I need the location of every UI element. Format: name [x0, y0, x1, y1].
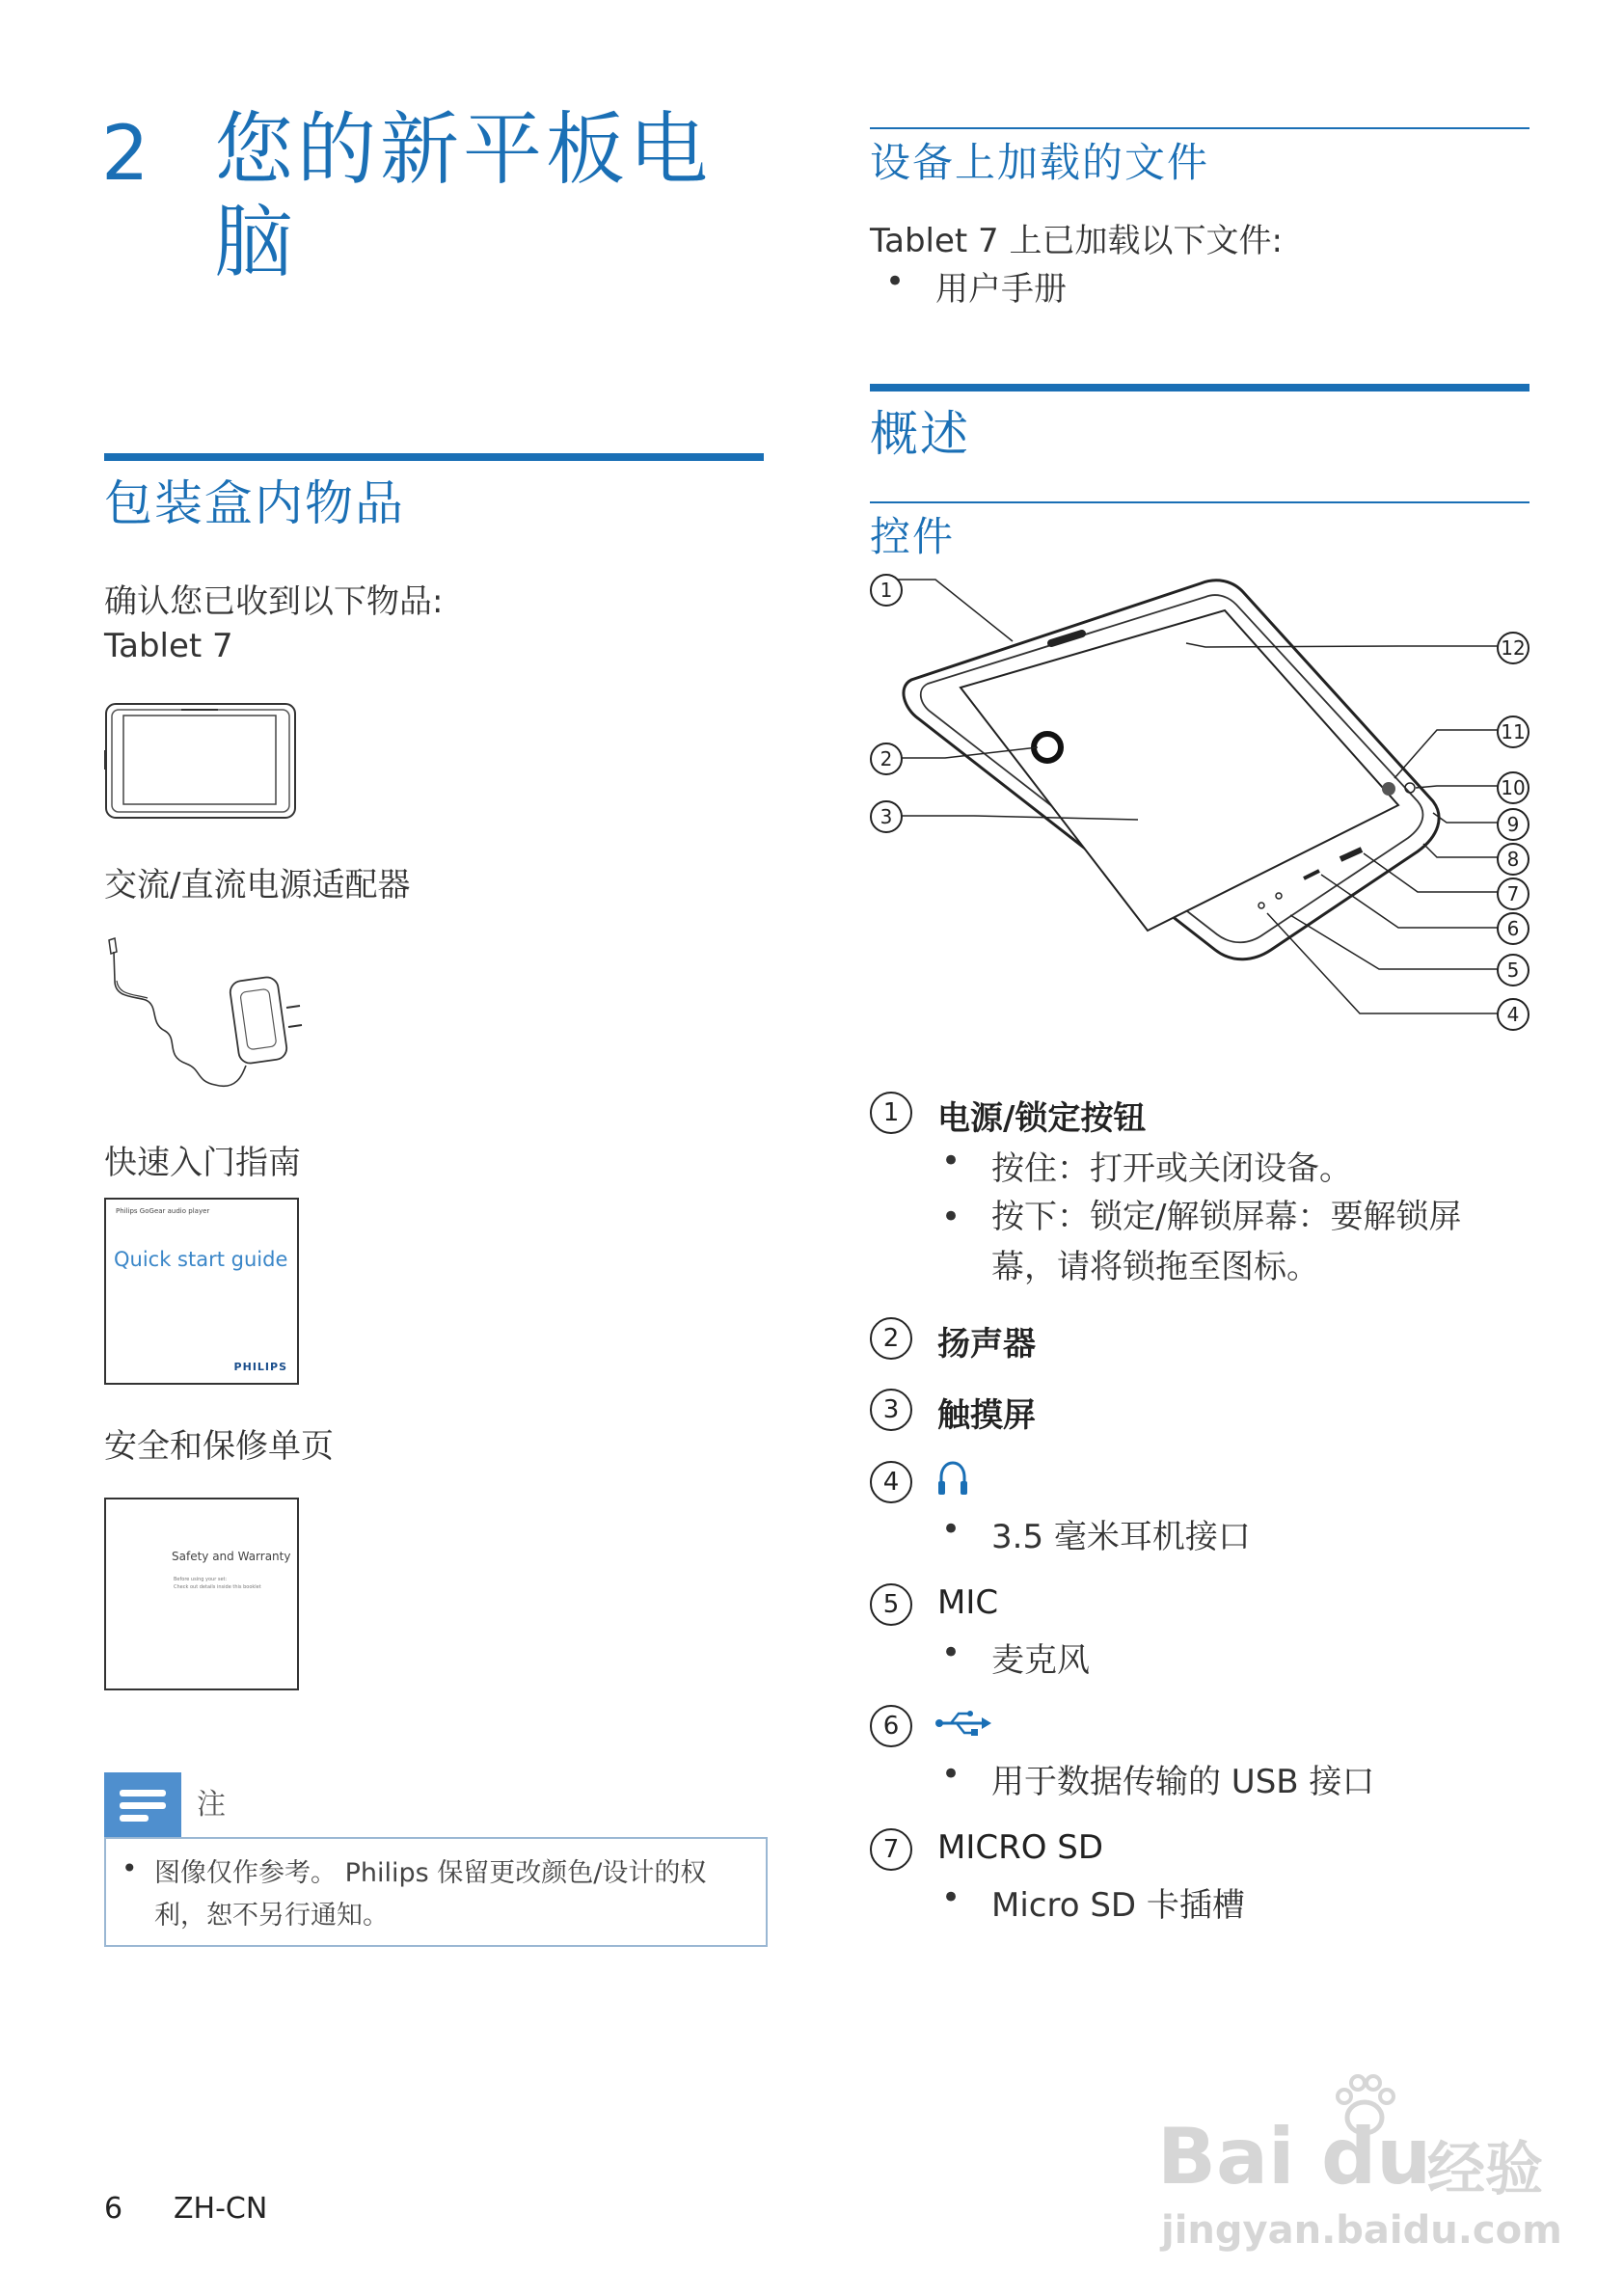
warranty-line2: Check out details inside this booklet — [174, 1584, 261, 1590]
controls-rule — [870, 501, 1529, 503]
diagram-callout-9: 9 — [1497, 808, 1529, 841]
watermark-brand2: du — [1321, 2112, 1432, 2201]
page-number: 6 — [104, 2192, 123, 2226]
control-title-mic: MIC — [937, 1583, 999, 1622]
headphones-icon — [935, 1460, 970, 1499]
diagram-callout-11: 11 — [1497, 716, 1529, 748]
quick-start-guide-figure — [104, 1198, 299, 1385]
diagram-callout-12: 12 — [1497, 632, 1529, 664]
note-box: • 图像仅作参考。 Philips 保留更改颜色/设计的权利，恕不另行通知。 — [104, 1837, 768, 1947]
note-label: 注 — [197, 1788, 226, 1822]
diagram-callout-3: 3 — [870, 800, 903, 833]
files-rule — [870, 127, 1529, 129]
warranty-title: Safety and Warranty — [172, 1550, 291, 1563]
diagram-callout-4: 4 — [1497, 998, 1529, 1031]
watermark-cn: 经验 — [1427, 2136, 1543, 2203]
watermark-brand: Bai — [1157, 2112, 1295, 2201]
control-number-1: 1 — [870, 1092, 912, 1134]
control-1-bullet-1: • 按住：打开或关闭设备。 — [991, 1142, 1352, 1189]
diagram-callout-10: 10 — [1497, 771, 1529, 804]
device-diagram — [858, 564, 1543, 1046]
control-7-bullet: • Micro SD 卡插槽 — [991, 1878, 1245, 1926]
philips-logo: PHILIPS — [233, 1361, 287, 1373]
chapter-number: 2 — [101, 111, 149, 198]
controls-subheading: 控件 — [870, 513, 956, 560]
box-contents-heading: 包装盒内物品 — [104, 475, 405, 531]
usb-icon — [934, 1709, 991, 1738]
control-title-power: 电源/锁定按钮 — [937, 1099, 1147, 1138]
files-heading: 设备上加载的文件 — [870, 139, 1210, 186]
watermark-url: jingyan.baidu.com — [1161, 2208, 1562, 2253]
item-label-adapter: 交流/直流电源适配器 — [104, 866, 411, 905]
qsg-title: Quick start guide — [114, 1248, 288, 1271]
control-title-microsd: MICRO SD — [937, 1828, 1104, 1867]
overview-rule — [870, 384, 1529, 392]
overview-heading: 概述 — [870, 406, 970, 462]
note-icon — [104, 1772, 181, 1838]
diagram-callout-7: 7 — [1497, 878, 1529, 910]
control-5-bullet: • 麦克风 — [991, 1634, 1090, 1681]
item-label-quickstart: 快速入门指南 — [104, 1144, 301, 1182]
box-contents-intro: 确认您已收到以下物品: — [104, 582, 444, 621]
control-1-bullet-2: • 按下：锁定/解锁屏幕：要解锁屏幕，请将锁拖至图标。 — [991, 1192, 1502, 1292]
chapter-title: 您的新平板电脑 — [214, 104, 713, 288]
files-intro: Tablet 7 上已加载以下文件: — [870, 222, 1283, 260]
note-text: 图像仅作参考。 Philips 保留更改颜色/设计的权利，恕不另行通知。 — [154, 1858, 707, 1931]
control-number-5: 5 — [870, 1583, 912, 1626]
item-label-warranty: 安全和保修单页 — [104, 1427, 334, 1466]
tablet-figure — [104, 702, 297, 820]
control-title-touchscreen: 触摸屏 — [937, 1396, 1036, 1435]
adapter-figure — [101, 931, 323, 1104]
control-4-bullet: • 3.5 毫米耳机接口 — [991, 1510, 1251, 1557]
control-number-6: 6 — [870, 1705, 912, 1747]
language-code: ZH-CN — [174, 2192, 268, 2226]
control-number-4: 4 — [870, 1461, 912, 1503]
diagram-callout-2: 2 — [870, 743, 903, 775]
control-title-speaker: 扬声器 — [937, 1325, 1036, 1364]
control-number-3: 3 — [870, 1389, 912, 1431]
control-number-7: 7 — [870, 1828, 912, 1871]
section-rule — [104, 453, 764, 461]
diagram-callout-5: 5 — [1497, 954, 1529, 986]
control-number-2: 2 — [870, 1317, 912, 1360]
qsg-brand-line: Philips GoGear audio player — [116, 1207, 210, 1215]
warranty-line1: Before using your set: — [174, 1577, 228, 1582]
diagram-callout-1: 1 — [870, 574, 903, 607]
warranty-figure — [104, 1498, 299, 1690]
item-label-tablet: Tablet 7 — [104, 627, 233, 665]
control-6-bullet: • 用于数据传输的 USB 接口 — [991, 1755, 1374, 1802]
files-bullet: • 用户手册 — [935, 262, 1067, 310]
diagram-callout-6: 6 — [1497, 912, 1529, 945]
diagram-callout-8: 8 — [1497, 843, 1529, 876]
baidu-watermark — [1148, 2073, 1562, 2266]
